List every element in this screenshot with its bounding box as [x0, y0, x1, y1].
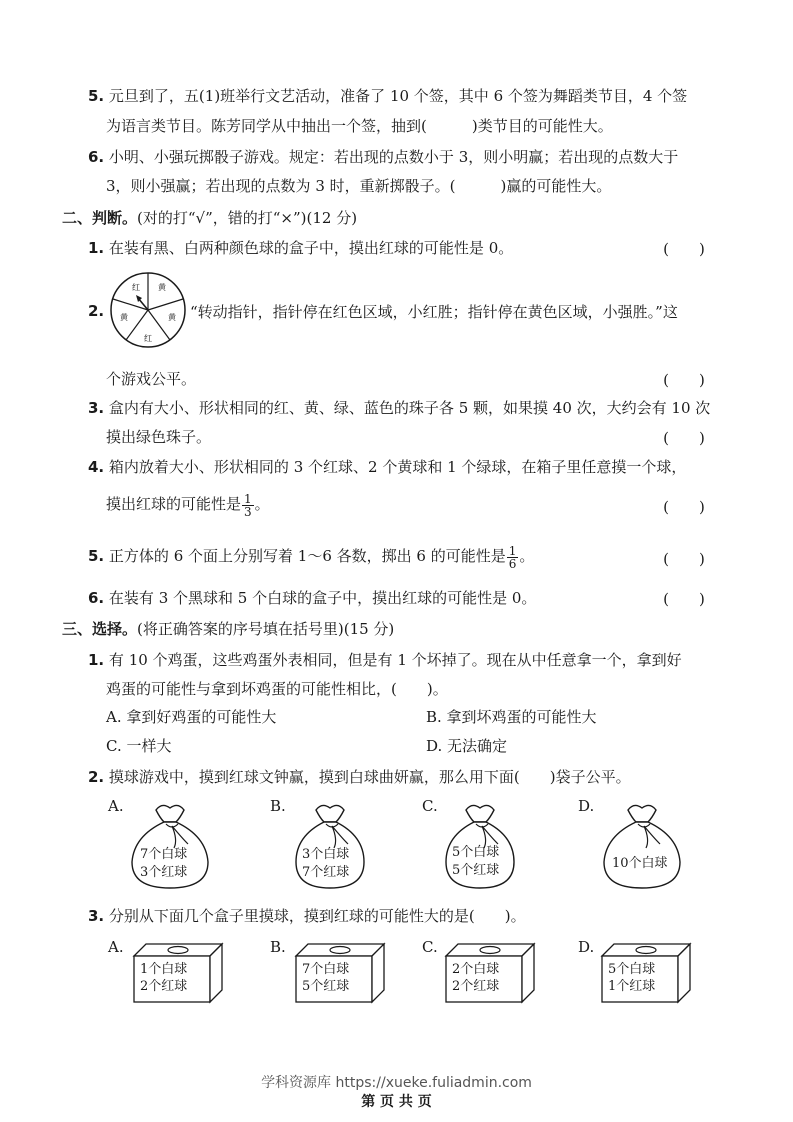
- box-option-a-label[interactable]: A.: [108, 938, 124, 956]
- bag-option-a-label[interactable]: A.: [108, 797, 124, 815]
- judge-q1-answer-paren[interactable]: ( ): [663, 240, 705, 258]
- bag-d-icon: [598, 800, 686, 892]
- bag-b-text: 3个白球 7个红球: [302, 847, 350, 880]
- spinner-label-red-top: 红: [132, 283, 140, 292]
- judge-q4-line2: 摸出红球的可能性是 $\frac{1}{3}$ 。: [106, 491, 270, 519]
- section2-heading: 二、判断。(对的打“√”，错的打“×”)(12 分): [62, 209, 358, 227]
- section3-heading: 三、选择。(将正确答案的序号填在括号里)(15 分): [62, 620, 395, 638]
- spinner-diagram: [108, 270, 188, 350]
- bag-option-c-label[interactable]: C.: [422, 797, 438, 815]
- judge-q6: 6. 在装有 3 个黑球和 5 个白球的盒子中，摸出红球的可能性是 0。: [88, 589, 537, 607]
- bag-option-d-label[interactable]: D.: [578, 797, 595, 815]
- bag-c-text: 5个白球 5个红球: [452, 845, 500, 878]
- judge-q6-answer-paren[interactable]: ( ): [663, 590, 705, 608]
- source-footer: 学科资源库 https://xueke.fuliadmin.com: [261, 1075, 532, 1091]
- box-option-d-label[interactable]: D.: [578, 938, 595, 956]
- choice-q3: 3. 分别从下面几个盒子里摸球，摸到红球的可能性大的是( )。: [88, 907, 526, 925]
- spinner-label-yellow-topright: 黄: [158, 283, 166, 292]
- judge-q3-line2: 摸出绿色珠子。: [106, 428, 212, 446]
- choice-q1-line2: 鸡蛋的可能性与拿到坏鸡蛋的可能性相比，( )。: [106, 680, 448, 698]
- choice-q1-option-c[interactable]: C. 一样大: [106, 737, 172, 755]
- spinner-label-red-bottom: 红: [144, 334, 152, 343]
- fraction-one-sixth: $\frac{1}{6}$: [508, 543, 517, 571]
- choice-q1-option-b[interactable]: B. 拿到坏鸡蛋的可能性大: [426, 708, 597, 726]
- judge-q1: 1. 在装有黑、白两种颜色球的盒子中，摸出红球的可能性是 0。: [88, 239, 514, 257]
- bag-d-text: 10个白球: [612, 856, 668, 871]
- q5-fill-line1: 5. 元旦到了，五(1)班举行文艺活动，准备了 10 个签，其中 6 个签为舞蹈类节目，4 个签: [88, 87, 688, 105]
- choice-q1-option-d[interactable]: D. 无法确定: [426, 737, 508, 755]
- box-d-text: 5个白球 1个红球: [608, 962, 656, 994]
- box-b-text: 7个白球 5个红球: [302, 962, 350, 994]
- choice-q1-line1: 1. 有 10 个鸡蛋，这些鸡蛋外表相同，但是有 1 个坏掉了。现在从中任意拿一个，拿到好: [88, 651, 682, 669]
- fraction-one-third: $\frac{1}{3}$: [244, 491, 252, 519]
- box-option-c-label[interactable]: C.: [422, 938, 438, 956]
- bag-a-text: 7个白球 3个红球: [140, 847, 188, 880]
- q6-fill-line2: 3，则小强赢；若出现的点数为 3 时，重新掷骰子。( )赢的可能性大。: [106, 177, 612, 195]
- judge-q2-text: “转动指针，指针停在红色区域，小红胜；指针停在黄色区域，小强胜。”这: [190, 303, 678, 321]
- q5-fill-line2: 为语言类节目。陈芳同学从中抽出一个签，抽到( )类节目的可能性大。: [106, 117, 613, 135]
- spinner-label-yellow-left: 黄: [120, 313, 128, 322]
- judge-q2-answer-paren[interactable]: ( ): [663, 371, 705, 389]
- page-number-footer: 第 页 共 页: [361, 1094, 432, 1110]
- judge-q3-answer-paren[interactable]: ( ): [663, 429, 705, 447]
- judge-q2-number: 2.: [88, 302, 105, 320]
- bag-option-b-label[interactable]: B.: [270, 797, 286, 815]
- box-option-b-label[interactable]: B.: [270, 938, 286, 956]
- spinner-label-yellow-right: 黄: [168, 313, 176, 322]
- judge-q3-line1: 3. 盒内有大小、形状相同的红、黄、绿、蓝色的珠子各 5 颗，如果摸 40 次，大约会有 10 次: [88, 399, 711, 417]
- judge-q4-answer-paren[interactable]: ( ): [663, 498, 705, 516]
- q6-fill-line1: 6. 小明、小强玩掷骰子游戏。规定：若出现的点数小于 3，则小明赢；若出现的点数大于: [88, 148, 679, 166]
- choice-q1-option-a[interactable]: A. 拿到好鸡蛋的可能性大: [106, 708, 277, 726]
- box-c-text: 2个白球 2个红球: [452, 962, 500, 994]
- choice-q2: 2. 摸球游戏中，摸到红球文钟赢，摸到白球曲妍赢，那么用下面( )袋子公平。: [88, 768, 631, 786]
- judge-q4-line1: 4. 箱内放着大小、形状相同的 3 个红球、2 个黄球和 1 个绿球，在箱子里任意摸一个球，: [88, 458, 687, 476]
- judge-q5: 5. 正方体的 6 个面上分别写着 1～6 各数，掷出 6 的可能性是 $\frac{1}{6}$ 。: [88, 543, 535, 571]
- judge-q2-text-cont: 个游戏公平。: [106, 370, 197, 388]
- judge-q5-answer-paren[interactable]: ( ): [663, 550, 705, 568]
- box-a-text: 1个白球 2个红球: [140, 962, 188, 994]
